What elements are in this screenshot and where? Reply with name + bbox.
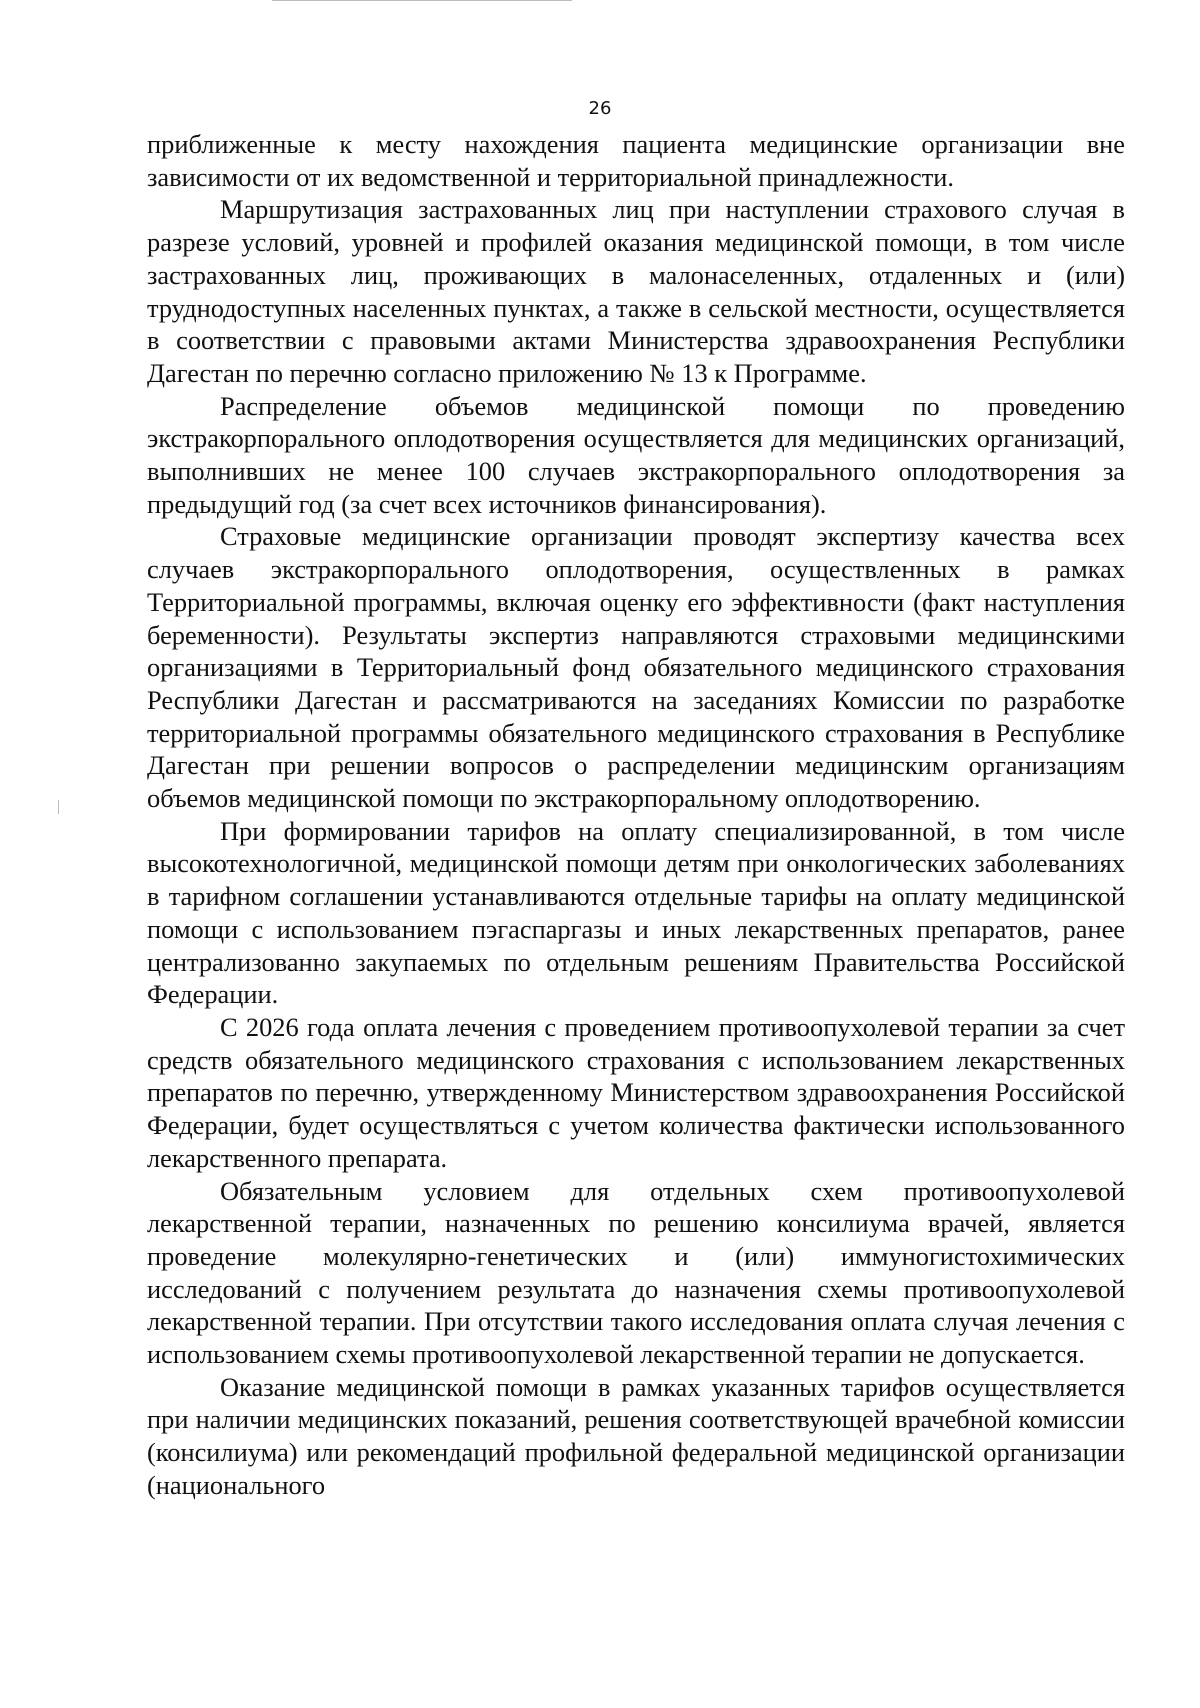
paragraph-3: Распределение объемов медицинской помощи по проведению экстракорпорального оплодотворения осуществляется для медицинских организаций, выполнивших не менее 100 случаев экстракорпорального оплодотворения за предыдущий год (за счет всех источников финансирования). [147, 390, 1125, 519]
scan-artifact-left-mark [58, 800, 59, 814]
paragraph-6: С 2026 года оплата лечения с проведением противоопухолевой терапии за счет средств обязательного медицинского страхования с использованием лекарственных препаратов по перечню, утвержденному Министерством здравоохранения Российской Федерации, будет осуществляться с учетом количества фактически использованного лекарственного препарата. [147, 1011, 1125, 1173]
paragraph-4: Страховые медицинские организации проводят экспертизу качества всех случаев экстракорпорального оплодотворения, осуществленных в рамках Территориальной программы, включая оценку его эффективности (факт наступления беременности). Результаты экспертиз направляются страховыми медицинскими организациями в Территориальный фонд обязательного медицинского страхования Республики Дагестан и рассматриваются на заседаниях Комиссии по разработке территориальной программы обязательного медицинского страхования в Республике Дагестан при решении вопросов о распределении медицинским организациям объемов медицинской помощи по экстракорпоральному оплодотворению. [147, 521, 1125, 814]
paragraph-7: Обязательным условием для отдельных схем противоопухолевой лекарственной терапии, назначенных по решению консилиума врачей, является проведение молекулярно-генетических и (или) иммуногистохимических исследований с получением результата до назначения схемы противоопухолевой лекарственной терапии. При отсутствии такого исследования оплата случая лечения с использованием схемы противоопухолевой лекарственной терапии не допускается. [147, 1175, 1125, 1370]
paragraph-8: Оказание медицинской помощи в рамках указанных тарифов осуществляется при наличии медицинских показаний, решения соответствующей врачебной комиссии (консилиума) или рекомендаций профильной федеральной медицинской организации (национального [147, 1371, 1125, 1500]
paragraph-5: При формировании тарифов на оплату специализированной, в том числе высокотехнологичной, медицинской помощи детям при онкологических заболеваниях в тарифном соглашении устанавливаются отдельные тарифы на оплату медицинской помощи с использованием пэгаспаргазы и иных лекарственных препаратов, ранее централизованно закупаемых по отдельным решениям Правительства Российской Федерации. [147, 815, 1125, 1010]
document-body [147, 128, 1125, 1502]
paragraph-2: Маршрутизация застрахованных лиц при наступлении страхового случая в разрезе условий, уровней и профилей оказания медицинской помощи, в том числе застрахованных лиц, проживающих в малонаселенных, отдаленных и (или) труднодоступных населенных пунктах, а также в сельской местности, осуществляется в соответствии с правовыми актами Министерства здравоохранения Республики Дагестан по перечню согласно приложению № 13 к Программе. [147, 194, 1125, 388]
paragraph-1: приближенные к месту нахождения пациента медицинские организации вне зависимости от их ведомственной и территориальной принадлежности. [147, 129, 1125, 192]
scan-artifact-top-line [272, 0, 572, 1]
page-number: 26 [588, 98, 612, 119]
